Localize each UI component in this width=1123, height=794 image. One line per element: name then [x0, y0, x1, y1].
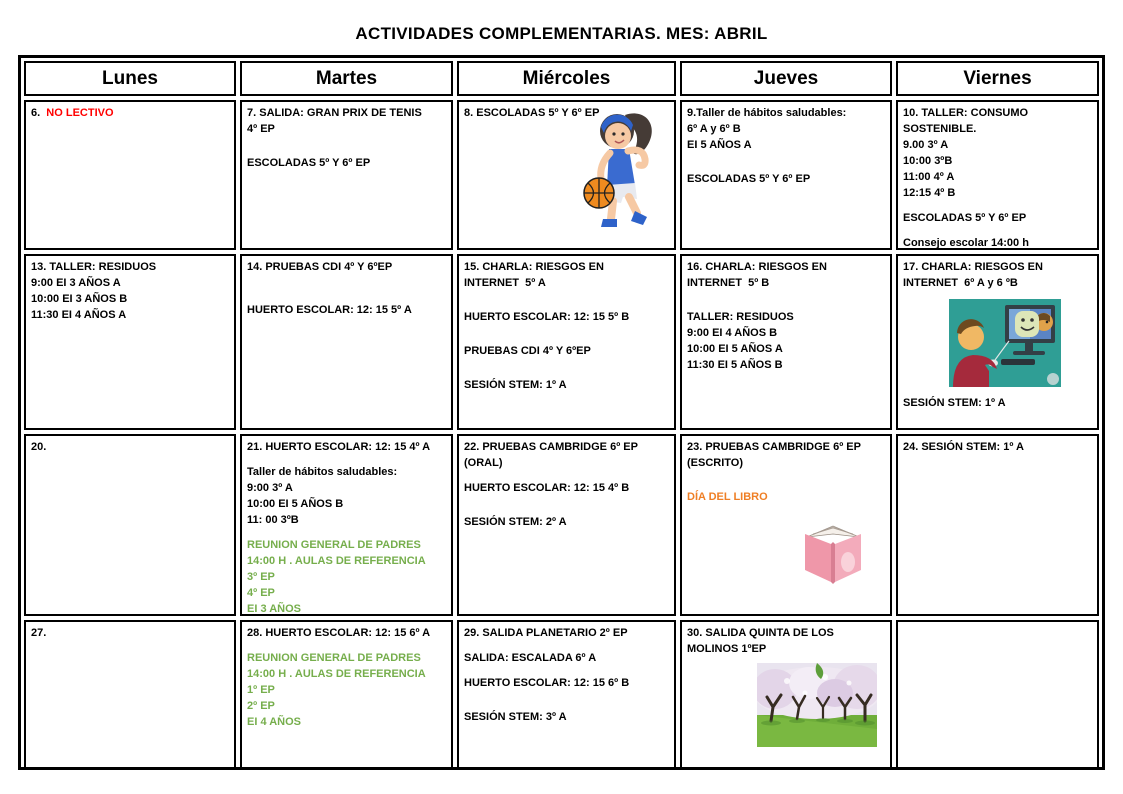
event-text-segment: 14. PRUEBAS CDI 4º Y 6ºEP	[247, 261, 393, 273]
event-text-line	[903, 439, 1092, 455]
almond-trees-illustration	[687, 663, 877, 747]
page-title: ACTIVIDADES COMPLEMENTARIAS. MES: ABRIL	[355, 24, 768, 43]
event-text-segment: (ESCRITO)	[687, 457, 744, 469]
event-text-segment: 7. SALIDA: GRAN PRIX DE TENIS	[247, 107, 422, 119]
calendar-cell-day-15	[457, 254, 676, 430]
event-text-segment: SALIDA: ESCALADA 6º A	[464, 652, 597, 664]
event-text-segment: ESCOLADAS 5º Y 6º EP	[247, 157, 371, 169]
event-text-segment: SESIÓN STEM: 3º A	[464, 711, 567, 723]
event-text-line	[247, 650, 446, 666]
event-text-line	[31, 625, 229, 641]
event-text-line	[903, 169, 1092, 185]
event-text-segment: 21. HUERTO ESCOLAR: 12: 15 4º A	[247, 441, 431, 453]
event-text-line	[464, 275, 669, 291]
event-text-line	[687, 275, 885, 291]
event-text-segment: DÍA DEL LIBRO	[687, 491, 768, 503]
day-header-miercoles: Miércoles	[457, 61, 676, 96]
calendar-cell-day-10	[896, 100, 1099, 250]
event-text-segment: ESCOLADAS 5º Y 6º EP	[687, 173, 811, 185]
calendar-cell-day-22	[457, 434, 676, 616]
event-text-segment: 9.00 3º A	[903, 139, 949, 151]
event-text-line	[247, 464, 446, 480]
event-text-line	[464, 359, 669, 368]
event-text-segment: SESIÓN STEM: 1º A	[464, 379, 567, 391]
event-text-line	[464, 334, 669, 343]
event-text-line	[903, 395, 1092, 411]
calendar-cell-day-14	[240, 254, 453, 430]
event-text-line	[247, 585, 446, 601]
event-text-line	[247, 698, 446, 714]
event-text-line	[464, 300, 669, 309]
event-text-segment: 1º EP	[247, 684, 275, 696]
calendar-cell-day-28	[240, 620, 453, 769]
event-text-segment: Taller de hábitos saludables:	[247, 466, 398, 478]
event-text-line	[247, 569, 446, 585]
day-header-martes: Martes	[240, 61, 453, 96]
event-text-line	[464, 259, 669, 275]
event-text-line	[687, 162, 885, 171]
day-header-lunes: Lunes	[24, 61, 236, 96]
event-text-segment: REUNION GENERAL DE PADRES	[247, 539, 421, 551]
event-text-segment: 9:00 3º A	[247, 482, 293, 494]
event-text-line	[687, 489, 885, 505]
event-text-line	[247, 641, 446, 650]
event-text-segment: NO LECTIVO	[46, 107, 114, 119]
event-text-line	[31, 439, 229, 455]
event-text-line	[687, 480, 885, 489]
event-text-segment: 6º A y 6º B	[687, 123, 741, 135]
event-text-segment: 16. CHARLA: RIESGOS EN	[687, 261, 827, 273]
activities-calendar-table	[18, 55, 1105, 770]
calendar-cell-day-9	[680, 100, 892, 250]
event-text-line	[903, 235, 1092, 250]
calendar-cell-day-24	[896, 434, 1099, 616]
calendar-header-row	[24, 61, 1099, 96]
calendar-cell-day-21	[240, 434, 453, 616]
calendar-cell-day-13	[24, 254, 236, 430]
event-text-line	[247, 553, 446, 569]
event-text-segment: 11: 00 3ºB	[247, 514, 299, 526]
event-text-line	[247, 512, 446, 528]
event-text-segment: 14:00 H . AULAS DE REFERENCIA	[247, 668, 426, 680]
event-text-line	[903, 121, 1092, 137]
event-text-line	[903, 259, 1092, 275]
event-text-segment: 27.	[31, 627, 47, 639]
event-text-line	[464, 480, 669, 496]
event-text-line	[31, 275, 229, 291]
basketball-girl-illustration	[464, 107, 665, 231]
event-text-segment: EI 4 AÑOS	[247, 716, 301, 728]
event-text-line	[687, 309, 885, 325]
event-text-segment: 17. CHARLA: RIESGOS EN	[903, 261, 1043, 273]
event-text-line	[464, 641, 669, 650]
event-text-line	[247, 137, 446, 146]
event-text-segment: HUERTO ESCOLAR: 12: 15 4º B	[464, 482, 630, 494]
event-text-line	[903, 185, 1092, 201]
event-text-segment: 9:00 EI 4 AÑOS B	[687, 327, 778, 339]
event-text-line	[903, 226, 1092, 235]
calendar-cell-day-27	[24, 620, 236, 769]
event-text-line	[687, 625, 885, 641]
event-text-line	[687, 341, 885, 357]
event-text-line	[31, 259, 229, 275]
event-text-line	[903, 201, 1092, 210]
event-text-line	[247, 439, 446, 455]
event-text-line	[247, 666, 446, 682]
event-text-segment: 8. ESCOLADAS 5º Y 6º EP	[464, 107, 600, 119]
event-text-segment: HUERTO ESCOLAR: 12: 15 6º B	[464, 677, 630, 689]
event-text-line	[687, 291, 885, 300]
event-text-line	[903, 137, 1092, 153]
event-text-line	[247, 714, 446, 730]
event-text-line	[687, 641, 885, 657]
event-text-segment: 2º EP	[247, 700, 275, 712]
event-text-segment: 10:00 3ºB	[903, 155, 953, 167]
event-text-line	[247, 105, 446, 121]
event-text-line	[687, 121, 885, 137]
event-text-segment: SESIÓN STEM: 2º A	[464, 516, 567, 528]
event-text-segment: 14:00 H . AULAS DE REFERENCIA	[247, 555, 426, 567]
event-text-line	[31, 105, 229, 121]
event-text-line	[464, 291, 669, 300]
event-text-line	[464, 700, 669, 709]
calendar-cell-day-7	[240, 100, 453, 250]
event-text-segment: 10:00 EI 5 AÑOS B	[247, 498, 344, 510]
event-text-line	[903, 275, 1092, 291]
event-text-segment: HUERTO ESCOLAR: 12: 15 5º B	[464, 311, 630, 323]
event-text-segment: 23. PRUEBAS CAMBRIDGE 6º EP	[687, 441, 861, 453]
event-text-line	[687, 153, 885, 162]
event-text-segment: 4º EP	[247, 123, 275, 135]
event-text-segment: 28. HUERTO ESCOLAR: 12: 15 6º A	[247, 627, 431, 639]
week-row-3	[24, 434, 1099, 616]
event-text-line	[31, 307, 229, 323]
event-text-line	[247, 480, 446, 496]
event-text-line	[247, 155, 446, 171]
event-text-line	[464, 709, 669, 725]
event-text-line	[687, 105, 885, 121]
event-text-line	[464, 496, 669, 505]
event-text-segment: ESCOLADAS 5º Y 6º EP	[903, 212, 1027, 224]
event-text-line	[903, 210, 1092, 226]
calendar-cell-day-30	[680, 620, 892, 769]
event-text-line	[464, 675, 669, 691]
event-text-line	[464, 439, 669, 455]
event-text-segment: 10:00 EI 5 AÑOS A	[687, 343, 783, 355]
event-text-line	[687, 259, 885, 275]
event-text-line	[464, 514, 669, 530]
event-text-line	[247, 121, 446, 137]
event-text-segment: 3º EP	[247, 571, 275, 583]
event-text-line	[31, 291, 229, 307]
week-row-4	[24, 620, 1099, 769]
event-text-segment: 22. PRUEBAS CAMBRIDGE 6º EP	[464, 441, 638, 453]
event-text-segment: SOSTENIBLE.	[903, 123, 977, 135]
event-text-line	[247, 293, 446, 302]
day-header-viernes: Viernes	[896, 61, 1099, 96]
internet-safety-illustration	[917, 299, 1092, 387]
event-text-segment: INTERNET 5º B	[687, 277, 770, 289]
event-text-line	[247, 259, 446, 275]
calendar-cell-day-17	[896, 254, 1099, 430]
event-text-segment: INTERNET 5º A	[464, 277, 546, 289]
event-text-line	[903, 105, 1092, 121]
event-text-segment: 20.	[31, 441, 47, 453]
week-row-1	[24, 100, 1099, 250]
event-text-line	[687, 439, 885, 455]
pink-book-illustration	[687, 521, 869, 585]
calendar-cell-day-16	[680, 254, 892, 430]
event-text-line	[687, 325, 885, 341]
event-text-line	[464, 309, 669, 325]
event-text-segment: 30. SALIDA QUINTA DE LOS	[687, 627, 834, 639]
event-text-line	[464, 325, 669, 334]
event-text-segment: 13. TALLER: RESIDUOS	[31, 261, 157, 273]
event-text-line	[687, 171, 885, 187]
event-text-segment: 10:00 EI 3 AÑOS B	[31, 293, 128, 305]
event-text-segment: MOLINOS 1ºEP	[687, 643, 767, 655]
event-text-segment: TALLER: RESIDUOS	[687, 311, 794, 323]
event-text-line	[687, 137, 885, 153]
event-text-line	[247, 537, 446, 553]
event-text-segment: PRUEBAS CDI 4º Y 6ºEP	[464, 345, 591, 357]
calendar-cell-day-23	[680, 434, 892, 616]
event-text-segment: Consejo escolar 14:00 h	[903, 237, 1029, 249]
event-text-segment: 6.	[31, 107, 47, 119]
event-text-segment: SESIÓN STEM: 1º A	[903, 397, 1006, 409]
event-text-line	[247, 284, 446, 293]
event-text-line	[464, 650, 669, 666]
event-text-segment: 24. SESIÓN STEM: 1º A	[903, 441, 1024, 453]
event-text-segment: 15. CHARLA: RIESGOS EN	[464, 261, 604, 273]
event-text-line	[247, 275, 446, 284]
event-text-line	[464, 505, 669, 514]
event-text-line	[247, 601, 446, 616]
event-text-line	[687, 357, 885, 373]
event-text-line	[687, 471, 885, 480]
event-text-segment: 9.Taller de hábitos saludables:	[687, 107, 847, 119]
event-text-segment: 10. TALLER: CONSUMO	[903, 107, 1029, 119]
event-text-segment: HUERTO ESCOLAR: 12: 15 5º A	[247, 304, 412, 316]
calendar-cell-day-8	[457, 100, 676, 250]
event-text-segment: INTERNET 6º A y 6 ºB	[903, 277, 1018, 289]
calendar-cell-day-20	[24, 434, 236, 616]
event-text-line	[903, 153, 1092, 169]
event-text-segment: 11:30 EI 4 AÑOS A	[31, 309, 127, 321]
calendar-body	[24, 100, 1099, 769]
event-text-line	[687, 300, 885, 309]
event-text-segment: EI 5 AÑOS A	[687, 139, 752, 151]
day-header-jueves: Jueves	[680, 61, 892, 96]
event-text-line	[247, 496, 446, 512]
calendar-cell-empty	[896, 620, 1099, 769]
event-text-segment: 29. SALIDA PLANETARIO 2º EP	[464, 627, 628, 639]
event-text-segment: 9:00 EI 3 AÑOS A	[31, 277, 121, 289]
event-text-line	[464, 368, 669, 377]
calendar-cell-day-29	[457, 620, 676, 769]
event-text-segment: EI 3 AÑOS	[247, 603, 301, 615]
event-text-line	[464, 343, 669, 359]
event-text-line	[247, 528, 446, 537]
event-text-line	[464, 625, 669, 641]
calendar-cell-day-6	[24, 100, 236, 250]
event-text-line	[247, 682, 446, 698]
event-text-segment: 4º EP	[247, 587, 275, 599]
event-text-segment: 11:00 4º A	[903, 171, 955, 183]
event-text-line	[247, 146, 446, 155]
event-text-line	[464, 455, 669, 471]
event-text-line	[464, 691, 669, 700]
event-text-line	[247, 455, 446, 464]
event-text-segment: REUNION GENERAL DE PADRES	[247, 652, 421, 664]
event-text-line	[464, 471, 669, 480]
week-row-2	[24, 254, 1099, 430]
event-text-segment: 12:15 4º B	[903, 187, 956, 199]
event-text-line	[247, 302, 446, 318]
event-text-line	[247, 625, 446, 641]
event-text-segment: 11:30 EI 5 AÑOS B	[687, 359, 783, 371]
event-text-line	[464, 377, 669, 393]
event-text-segment: (ORAL)	[464, 457, 503, 469]
event-text-line	[464, 666, 669, 675]
event-text-line	[687, 455, 885, 471]
